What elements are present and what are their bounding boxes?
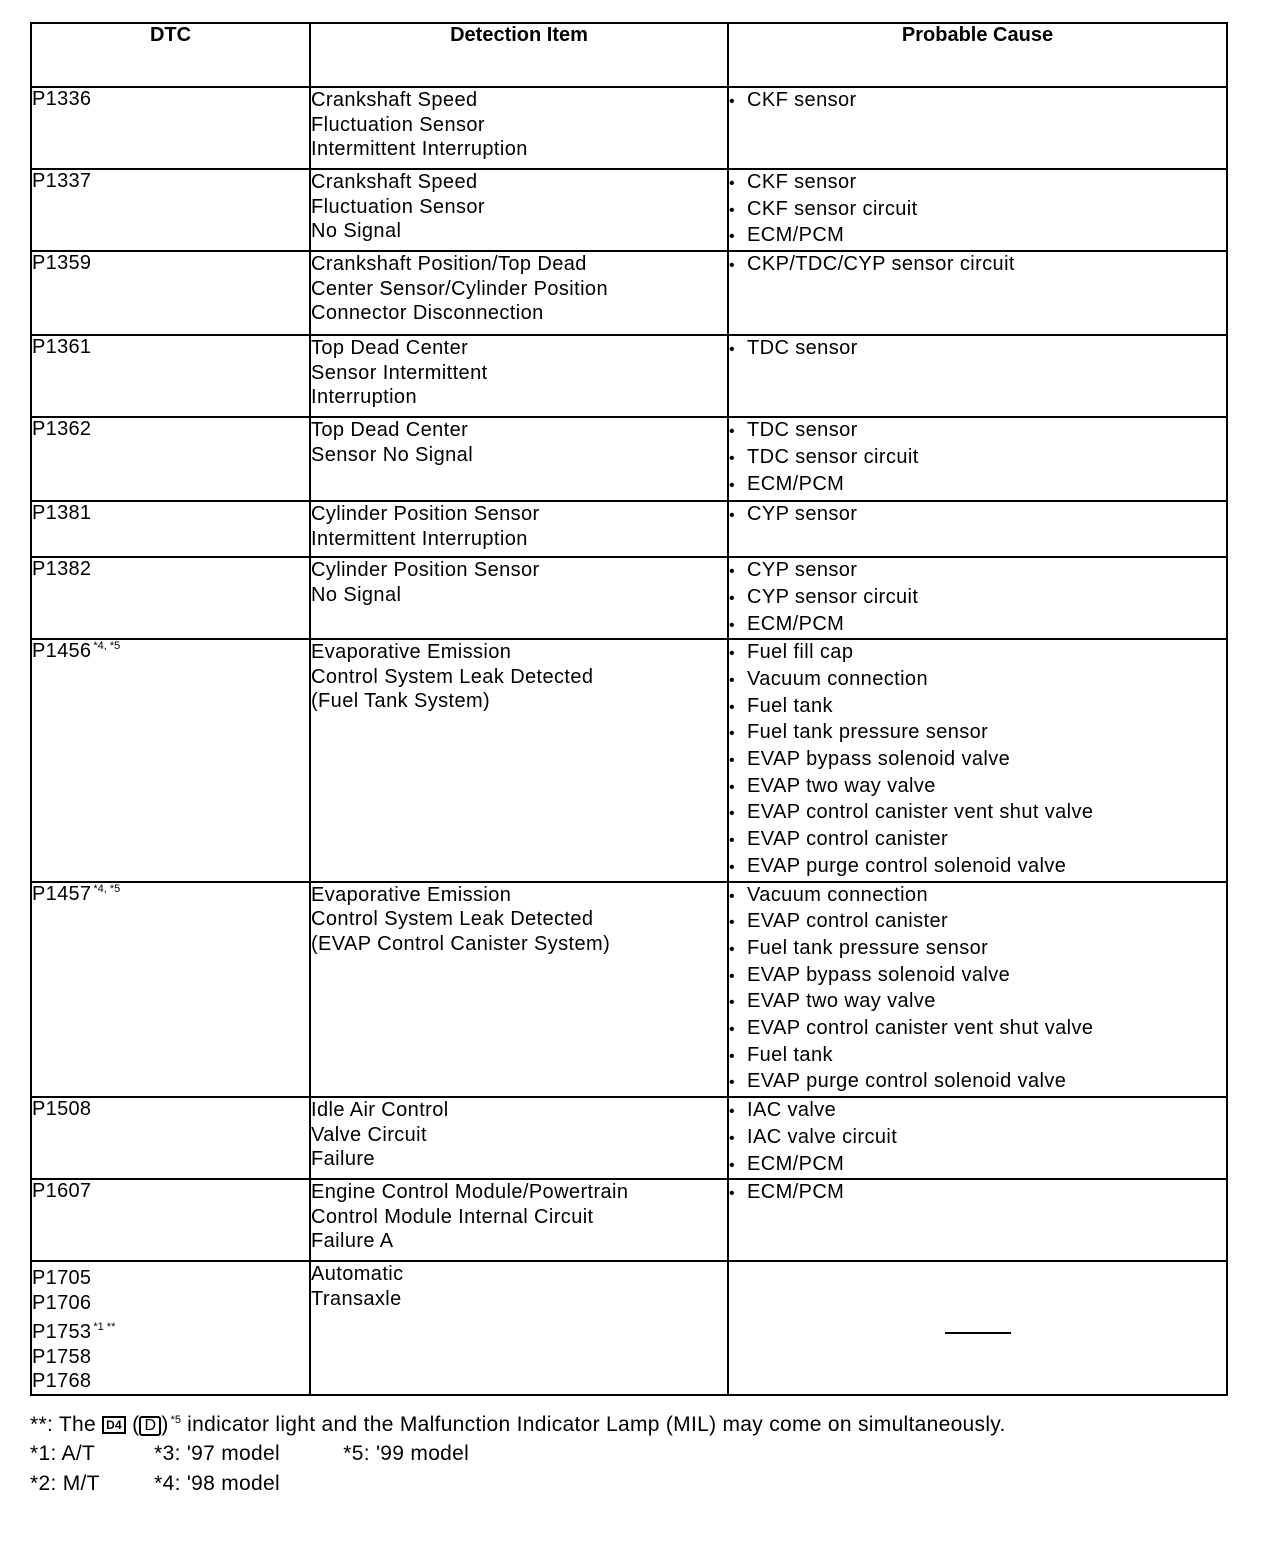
detection-item-line: Transaxle (311, 1287, 402, 1310)
probable-cause-cell (728, 882, 1227, 1098)
dtc-cell (31, 169, 310, 251)
dtc-table (30, 22, 1228, 1396)
detection-item-line: Sensor Intermittent (311, 361, 488, 384)
dtc-code-line (32, 418, 309, 441)
footnote-indicator: **: The D4 ( D ) $^{*5}$ indicator light and the Malfunction Indicator Lamp (MIL) may come on simultaneously. (30, 1412, 1006, 1436)
probable-cause-item: • CKF sensor circuit (729, 197, 1226, 224)
probable-cause-cell (728, 1179, 1227, 1261)
detection-item-line: Valve Circuit (311, 1123, 427, 1146)
dtc-code-line (32, 336, 309, 359)
dtc-code: P1381 (32, 502, 92, 525)
probable-cause-item: • EVAP purge control solenoid valve (729, 1069, 1226, 1096)
detection-item-line: Control Module Internal Circuit (311, 1205, 594, 1228)
table-row (31, 417, 1227, 501)
dtc-code-line (32, 1266, 309, 1291)
dtc-code: P1607 (32, 1180, 92, 1203)
table-row (31, 639, 1227, 881)
note-mt: *2: M/T (30, 1471, 100, 1495)
table-row (31, 557, 1227, 639)
detection-item-cell (310, 335, 728, 417)
table-row (31, 251, 1227, 335)
dtc-cell (31, 501, 310, 557)
dtc-code-line (32, 502, 309, 525)
probable-cause-item: • TDC sensor circuit (729, 445, 1226, 472)
dtc-code: P1456 (32, 640, 92, 663)
table-row (31, 169, 1227, 251)
detection-item-line: Crankshaft Speed (311, 89, 478, 111)
dtc-code: P1362 (32, 418, 92, 441)
table-header-row (31, 23, 1227, 87)
footnote-mark: *5 (170, 1413, 182, 1426)
dtc-code: P1336 (32, 88, 92, 110)
probable-cause-item: • Vacuum connection (729, 883, 1226, 910)
table-row (31, 1179, 1227, 1261)
detection-item-cell (310, 169, 728, 251)
probable-cause-cell (728, 335, 1227, 417)
dtc-code: P1337 (32, 170, 92, 192)
dtc-code-line (32, 170, 309, 193)
dtc-code-line (32, 1180, 309, 1203)
header-dtc: DTC (31, 23, 310, 87)
table-row (31, 87, 1227, 169)
probable-cause-item: • ECM/PCM (729, 1180, 1226, 1207)
d-indicator-icon: D (139, 1416, 161, 1436)
footnotes (30, 1406, 1230, 1499)
dtc-code-line (32, 1291, 309, 1316)
detection-item-line: Intermittent Interruption (311, 138, 528, 160)
detection-item-line: No Signal (311, 583, 402, 606)
footnote-row-1 (30, 1439, 1230, 1469)
table-row (31, 335, 1227, 417)
detection-item-line: Top Dead Center (311, 419, 469, 442)
dtc-cell (31, 251, 310, 335)
detection-item-line: Automatic (311, 1263, 404, 1286)
detection-item-line: Center Sensor/Cylinder Position (311, 277, 608, 300)
table-row (31, 501, 1227, 557)
probable-cause-item: • EVAP control canister (729, 827, 1226, 854)
dtc-cell (31, 557, 310, 639)
detection-item-cell (310, 882, 728, 1098)
note-99-model: *5: '99 model (343, 1442, 470, 1466)
detection-item-cell (310, 251, 728, 335)
dtc-code: P1753 (32, 1321, 92, 1344)
probable-cause-item: • Fuel fill cap (729, 640, 1226, 667)
probable-cause-item: • CKF sensor (729, 170, 1226, 197)
dtc-footnote: *4, *5 (93, 882, 121, 895)
probable-cause-item: • CKF sensor (729, 88, 1226, 115)
dtc-code: P1705 (32, 1267, 92, 1290)
dtc-cell (31, 882, 310, 1098)
probable-cause-item: • EVAP purge control solenoid valve (729, 854, 1226, 881)
probable-cause-item: • EVAP control canister (729, 909, 1226, 936)
note-98-model: *4: '98 model (154, 1471, 280, 1495)
probable-cause-item: • Vacuum connection (729, 667, 1226, 694)
dtc-code-line (32, 883, 309, 906)
detection-item-line: Intermittent Interruption (311, 527, 528, 550)
dtc-code-line (32, 640, 309, 663)
detection-item-line: Failure (311, 1148, 375, 1171)
dtc-code-line (32, 1315, 309, 1345)
dtc-code: P1758 (32, 1345, 92, 1368)
dtc-cell (31, 1179, 310, 1261)
dtc-footnote: *1 ** (93, 1321, 116, 1334)
dtc-code: P1382 (32, 558, 92, 581)
probable-cause-item: • EVAP two way valve (729, 774, 1226, 801)
dtc-code-line (32, 1098, 309, 1121)
probable-cause-cell (728, 639, 1227, 881)
detection-item-cell (310, 87, 728, 169)
detection-item-line: Crankshaft Position/Top Dead (311, 253, 587, 276)
probable-cause-item: • ECM/PCM (729, 223, 1226, 250)
header-detection-item: Detection Item (310, 23, 728, 87)
detection-item-line: No Signal (311, 220, 402, 242)
detection-item-cell (310, 557, 728, 639)
empty-cause-dash (945, 1332, 1011, 1334)
detection-item-line: Fluctuation Sensor (311, 195, 485, 218)
dtc-footnote: *4, *5 (93, 640, 121, 653)
dtc-code: P1361 (32, 336, 92, 359)
detection-item-line: Sensor No Signal (311, 443, 474, 466)
detection-item-line: (Fuel Tank System) (311, 690, 491, 713)
dtc-cell (31, 87, 310, 169)
dtc-cell (31, 335, 310, 417)
detection-item-line: Interruption (311, 386, 417, 409)
detection-item-line: Idle Air Control (311, 1099, 449, 1122)
footnote-indicator-text: indicator light and the Malfunction Indicator Lamp (MIL) may come on simultaneously. (187, 1412, 1006, 1436)
document (30, 22, 1230, 1498)
probable-cause-item: • TDC sensor (729, 336, 1226, 363)
dtc-code: P1508 (32, 1098, 92, 1121)
footnote-row-2 (30, 1469, 1230, 1499)
detection-item-line: Evaporative Emission (311, 641, 512, 664)
detection-item-line: Engine Control Module/Powertrain (311, 1181, 629, 1204)
probable-cause-cell (728, 501, 1227, 557)
dtc-code: P1457 (32, 882, 92, 905)
dtc-code-line (32, 252, 309, 275)
probable-cause-item: • IAC valve (729, 1098, 1226, 1125)
table-row (31, 1097, 1227, 1179)
probable-cause-item: • EVAP control canister vent shut valve (729, 800, 1226, 827)
probable-cause-cell (728, 1097, 1227, 1179)
detection-item-line: Top Dead Center (311, 337, 469, 360)
detection-item-line: Cylinder Position Sensor (311, 503, 540, 526)
probable-cause-item: • ECM/PCM (729, 612, 1226, 639)
dtc-cell (31, 1097, 310, 1179)
header-probable-cause: Probable Cause (728, 23, 1227, 87)
dtc-code: P1706 (32, 1291, 92, 1314)
probable-cause-cell (728, 251, 1227, 335)
probable-cause-item: • TDC sensor (729, 418, 1226, 445)
probable-cause-item: • EVAP control canister vent shut valve (729, 1016, 1226, 1043)
table-body (31, 87, 1227, 1395)
probable-cause-item: • IAC valve circuit (729, 1125, 1226, 1152)
table-row (31, 882, 1227, 1098)
d4-indicator-icon: D4 (102, 1416, 126, 1434)
detection-item-line: Connector Disconnection (311, 302, 544, 325)
dtc-cell (31, 417, 310, 501)
probable-cause-cell (728, 87, 1227, 169)
probable-cause-item: • Fuel tank (729, 1043, 1226, 1070)
dtc-code-line (32, 1345, 309, 1370)
probable-cause-cell (728, 557, 1227, 639)
detection-item-cell (310, 417, 728, 501)
dtc-code: P1768 (32, 1370, 92, 1393)
detection-item-cell (310, 639, 728, 881)
dtc-code-line (32, 558, 309, 581)
detection-item-cell (310, 1261, 728, 1395)
probable-cause-item: • CKP/TDC/CYP sensor circuit (729, 252, 1226, 279)
probable-cause-cell (728, 1261, 1227, 1395)
probable-cause-item: • CYP sensor circuit (729, 585, 1226, 612)
note-at: *1: A/T (30, 1442, 96, 1466)
probable-cause-item: • EVAP bypass solenoid valve (729, 747, 1226, 774)
note-97-model: *3: '97 model (154, 1442, 280, 1466)
detection-item-line: Control System Leak Detected (311, 665, 594, 688)
detection-item-line: Crankshaft Speed (311, 171, 478, 193)
detection-item-cell (310, 501, 728, 557)
probable-cause-item: • ECM/PCM (729, 472, 1226, 499)
detection-item-line: Control System Leak Detected (311, 908, 594, 931)
probable-cause-item: • Fuel tank pressure sensor (729, 936, 1226, 963)
detection-item-line: Cylinder Position Sensor (311, 559, 540, 582)
dtc-code: P1359 (32, 252, 92, 275)
probable-cause-item: • Fuel tank (729, 694, 1226, 721)
dtc-code-line (32, 88, 309, 111)
probable-cause-item: • EVAP two way valve (729, 989, 1226, 1016)
probable-cause-item: • EVAP bypass solenoid valve (729, 963, 1226, 990)
detection-item-line: Evaporative Emission (311, 883, 512, 906)
probable-cause-item: • CYP sensor (729, 502, 1226, 529)
probable-cause-cell (728, 169, 1227, 251)
dtc-cell (31, 639, 310, 881)
detection-item-line: Fluctuation Sensor (311, 113, 485, 136)
dtc-cell (31, 1261, 310, 1395)
detection-item-line: (EVAP Control Canister System) (311, 932, 611, 955)
probable-cause-cell (728, 417, 1227, 501)
table-row (31, 1261, 1227, 1395)
probable-cause-item: • CYP sensor (729, 558, 1226, 585)
footnote-indicator-prefix: **: The (30, 1412, 96, 1436)
dtc-code-line (32, 1369, 309, 1394)
probable-cause-item: • ECM/PCM (729, 1152, 1226, 1179)
detection-item-cell (310, 1179, 728, 1261)
detection-item-line: Failure A (311, 1230, 394, 1253)
probable-cause-item: • Fuel tank pressure sensor (729, 720, 1226, 747)
detection-item-cell (310, 1097, 728, 1179)
